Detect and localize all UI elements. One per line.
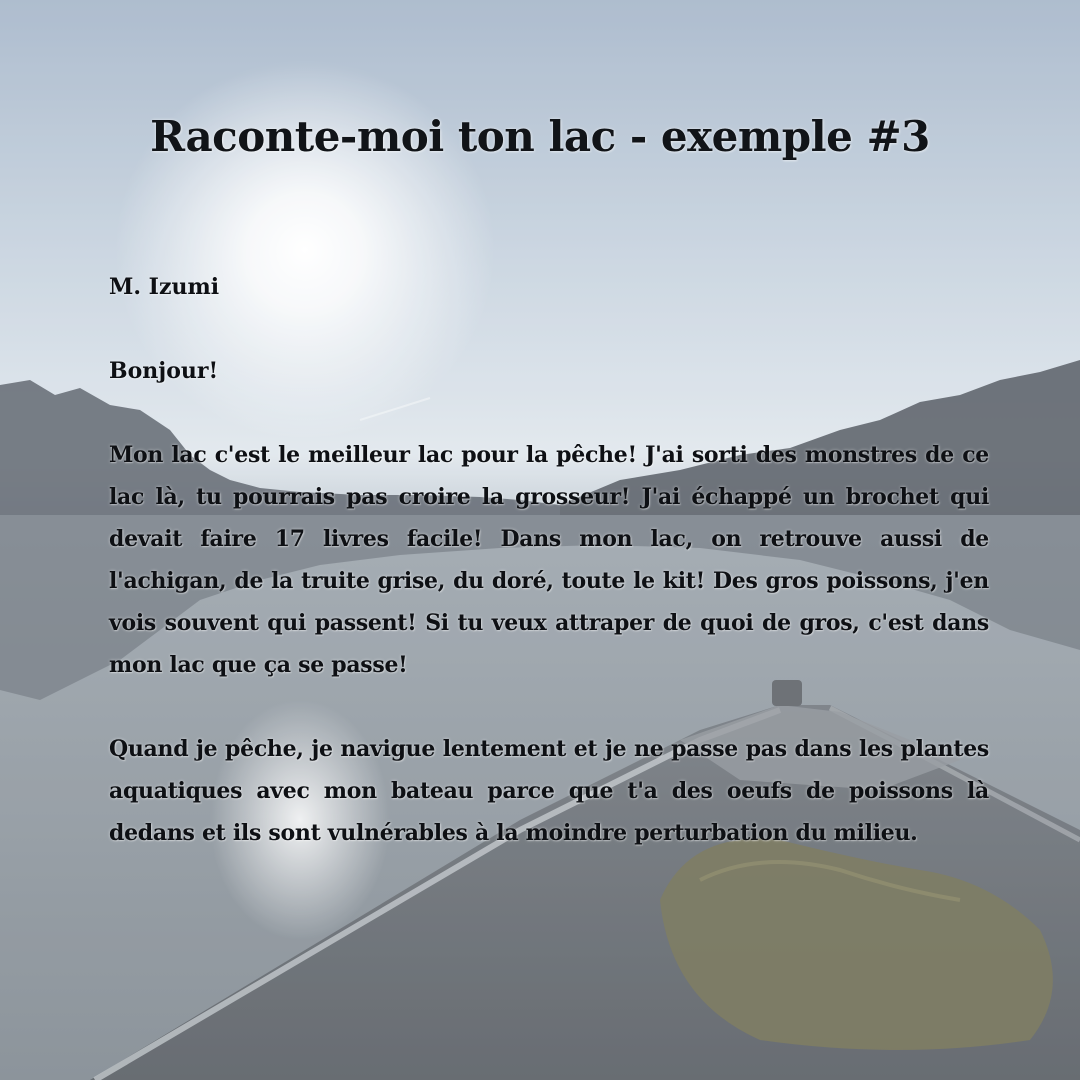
letter-paragraph-1: Mon lac c'est le meilleur lac pour la pêche! J'ai sorti des monstres de ce lac là, tu pourrais pas croire la grosseur! J'ai échappé un brochet qui devait faire 17 livres facile! Dans mon lac, on retrouve aussi de l'achigan, de la truite grise, du doré, toute le kit! Des gros poissons, j'en vois souvent qui passent! Si tu veux attraper de quoi de gros, c'est dans mon lac que ça se passe! [109, 442, 989, 678]
page-title: Raconte-moi ton lac - exemple #3 [150, 112, 930, 161]
letter-body [109, 266, 989, 854]
letter-recipient: M. Izumi [109, 274, 220, 300]
letter-paragraph-2: Quand je pêche, je navigue lentement et je ne passe pas dans les plantes aquatiques avec mon bateau parce que t'a des oeufs de poissons là dedans et ils sont vulnérables à la moindre perturbation du milieu. [109, 736, 989, 846]
letter-greeting: Bonjour! [109, 358, 219, 384]
